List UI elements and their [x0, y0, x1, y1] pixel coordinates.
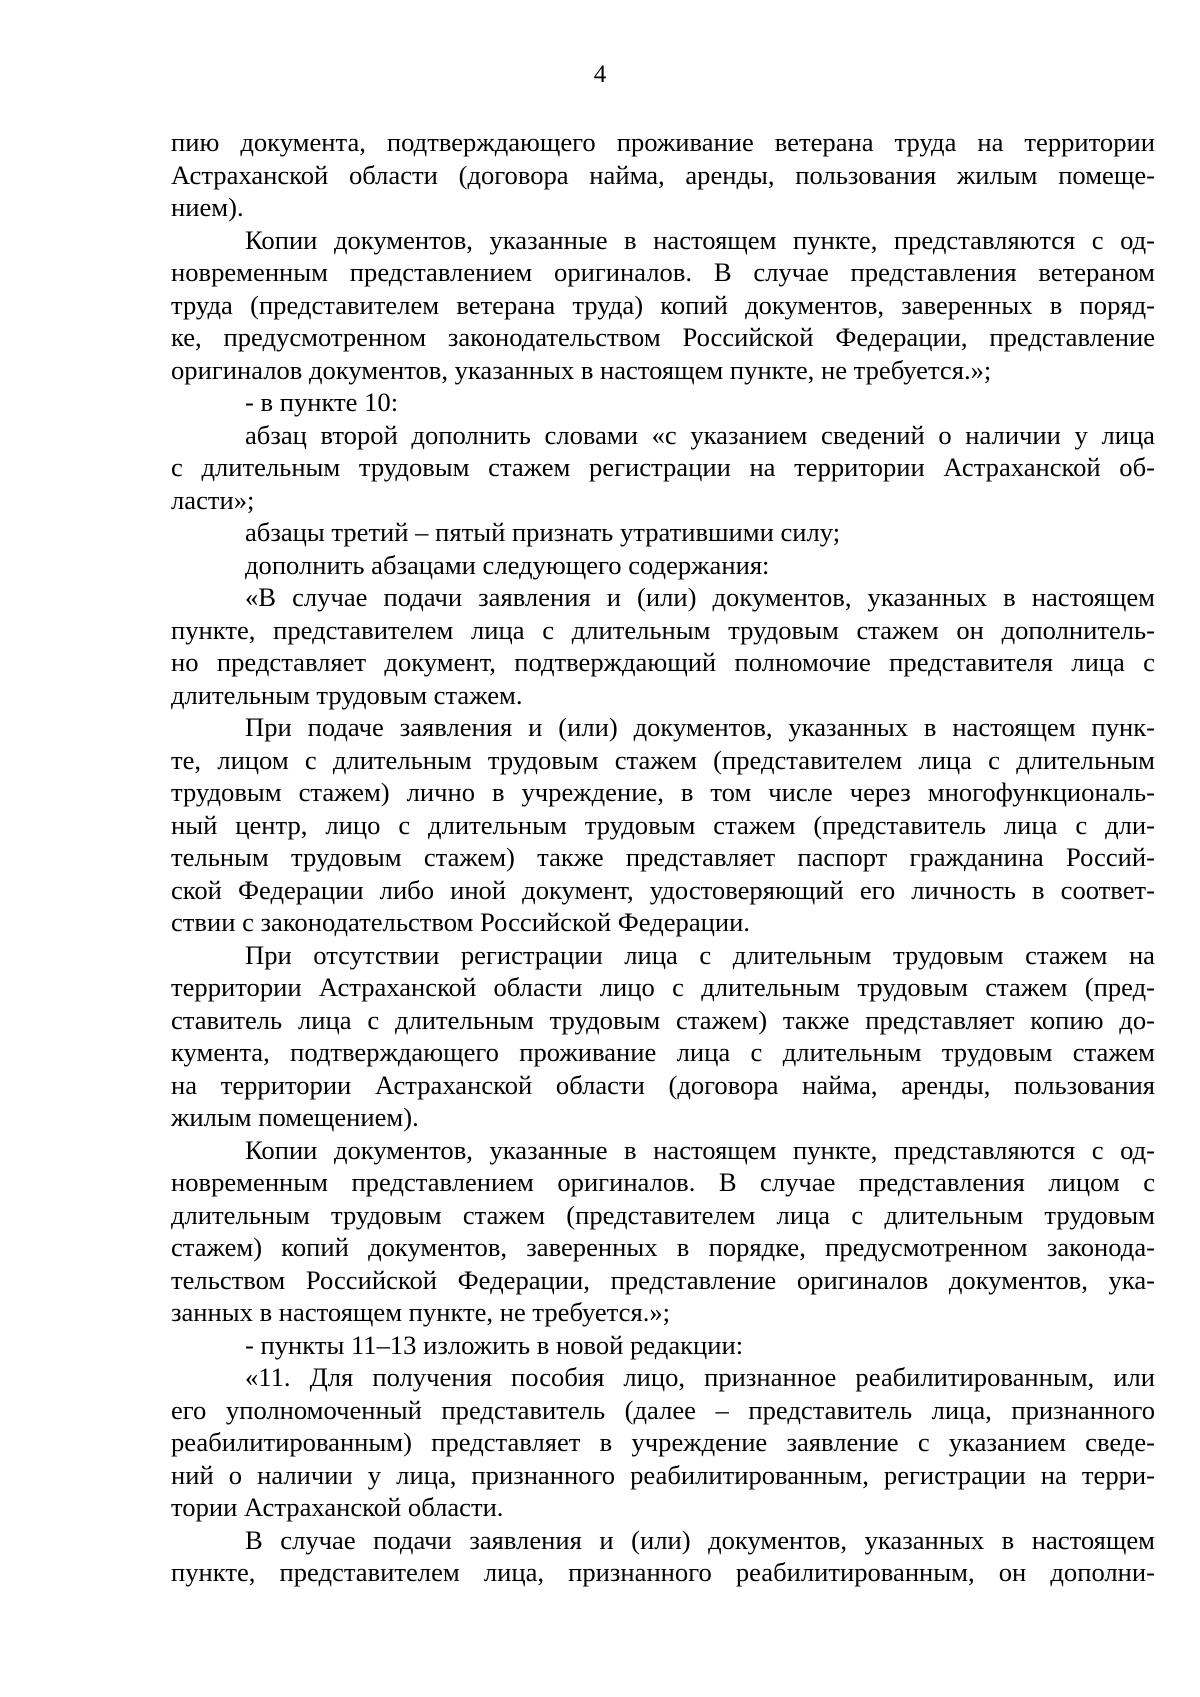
text-line: на территории Астраханской области (договора найма, аренды, пользования [171, 1069, 1155, 1100]
text-line: пию документа, подтверждающего проживание ветерана труда на территории [171, 127, 1155, 157]
text-line: - пункты 11–13 изложить в новой редакции: [245, 1329, 744, 1360]
text-line: с длительным трудовым стажем регистрации на территории Астраханской об- [171, 452, 1155, 482]
text-line: дополнить абзацами следующего содержания: [245, 549, 770, 580]
text-line: кумента, подтверждающего проживание лица с длительным трудовым стажем [171, 1037, 1155, 1067]
text-line: длительным трудовым стажем (представителем лица с длительным трудовым [171, 1199, 1155, 1230]
text-line: новременным представлением оригиналов. В случае представления лицом с [171, 1167, 1155, 1197]
text-line: ний о наличии у лица, признанного реабилитированным, регистрации на терри- [171, 1459, 1155, 1490]
text-line: жилым помещением). [171, 1102, 419, 1132]
document-body [171, 126, 1155, 1589]
text-line: но представляет документ, подтверждающий полномочие представителя лица с [171, 647, 1155, 677]
text-line: ской Федерации либо иной документ, удостоверяющий его личность в соответ- [171, 874, 1155, 905]
text-line: пункте, представителем лица, признанного реабилитированным, он дополни- [171, 1557, 1155, 1587]
text-line: абзацы третий – пятый признать утратившими силу; [245, 517, 841, 547]
text-line: оригиналов документов, указанных в настоящем пункте, не требуется.»; [171, 354, 992, 385]
text-line: ке, предусмотренном законодательством Российской Федерации, представление [171, 322, 1155, 352]
text-line: те, лицом с длительным трудовым стажем (представителем лица с длительным [171, 744, 1155, 775]
text-line: пункте, представителем лица с длительным трудовым стажем он дополнитель- [171, 614, 1155, 645]
text-line: ствии с законодательством Российской Федерации. [171, 907, 750, 937]
text-line: стажем) копий документов, заверенных в порядке, предусмотренном законода- [171, 1232, 1155, 1262]
text-line: трудовым стажем) лично в учреждение, в том числе через многофункциональ- [171, 777, 1155, 807]
text-line: занных в настоящем пункте, не требуется.»; [171, 1297, 671, 1327]
page-number: 4 [593, 61, 607, 88]
text-line: нием). [171, 192, 244, 222]
text-line: тельным трудовым стажем) также представляет паспорт гражданина Россий- [171, 842, 1155, 872]
text-line: труда (представителем ветерана труда) копий документов, заверенных в поряд- [171, 289, 1155, 320]
text-line: «11. Для получения пособия лицо, признанное реабилитированным, или [245, 1362, 1155, 1392]
text-line: его уполномоченный представитель (далее – представитель лица, признанного [171, 1394, 1155, 1425]
text-line: В случае подачи заявления и (или) документов, указанных в настоящем [245, 1524, 1155, 1555]
text-line: Копии документов, указанные в настоящем пункте, представляются с од- [245, 1134, 1155, 1165]
text-line: новременным представлением оригиналов. В случае представления ветераном [171, 257, 1155, 287]
text-line: реабилитированным) представляет в учреждение заявление с указанием сведе- [171, 1427, 1155, 1457]
text-line: абзац второй дополнить словами «с указанием сведений о наличии у лица [245, 419, 1155, 450]
text-line: «В случае подачи заявления и (или) документов, указанных в настоящем [245, 582, 1155, 612]
text-line: При отсутствии регистрации лица с длительным трудовым стажем на [245, 939, 1155, 970]
text-line: ставитель лица с длительным трудовым стажем) также представляет копию до- [171, 1004, 1155, 1035]
text-line: ласти»; [171, 484, 255, 515]
text-line: территории Астраханской области лицо с длительным трудовым стажем (пред- [171, 972, 1155, 1002]
text-line: - в пункте 10: [245, 387, 399, 417]
text-line: тельством Российской Федерации, представление оригиналов документов, ука- [171, 1264, 1155, 1295]
text-line: Копии документов, указанные в настоящем пункте, представляются с од- [245, 224, 1155, 255]
text-line: Астраханской области (договора найма, аренды, пользования жилым помеще- [171, 159, 1155, 190]
text-line: тории Астраханской области. [171, 1492, 504, 1522]
text-line: ный центр, лицо с длительным трудовым стажем (представитель лица с дли- [171, 809, 1155, 840]
text-line: При подаче заявления и (или) документов, указанных в настоящем пунк- [245, 712, 1155, 742]
text-line: длительным трудовым стажем. [171, 679, 523, 710]
